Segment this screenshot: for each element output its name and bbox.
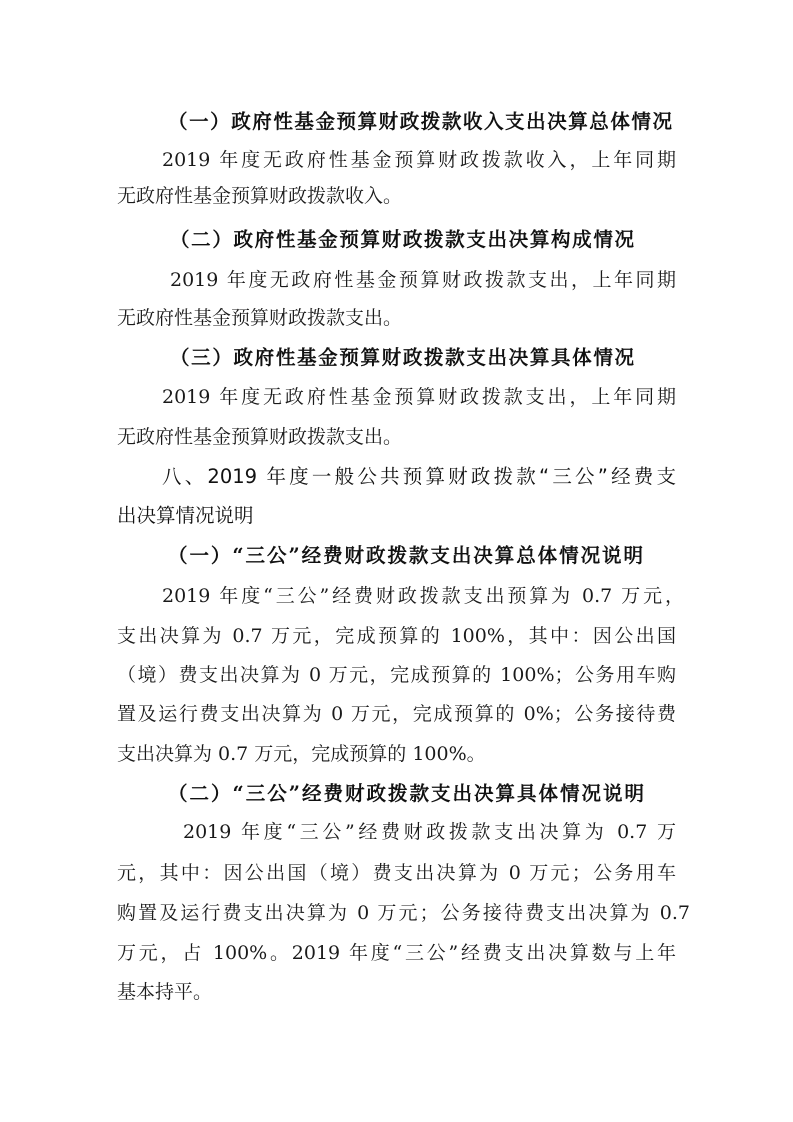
body-line: 支出决算为 0.7 万元，完成预算的 100%，其中：因公出国 <box>117 625 676 647</box>
body-line: 元，其中：因公出国（境）费支出决算为 0 万元；公务用车 <box>117 862 676 884</box>
heading-three-public-details: （二）“三公”经费财政拨款支出决算具体情况说明 <box>168 782 644 805</box>
heading-three-public-overview: （一）“三公”经费财政拨款支出决算总体情况说明 <box>168 544 643 567</box>
body-line: 2019 年度无政府性基金预算财政拨款支出，上年同期 <box>162 386 676 408</box>
body-line: 支出决算为 0.7 万元，完成预算的 100%。 <box>117 743 486 765</box>
body-line: （境）费支出决算为 0 万元，完成预算的 100%；公务用车购 <box>117 664 676 686</box>
heading-gov-fund-overview: （一）政府性基金预算财政拨款收入支出决算总体情况 <box>168 110 672 133</box>
body-line: 无政府性基金预算财政拨款支出。 <box>117 307 403 329</box>
heading-gov-fund-details: （三）政府性基金预算财政拨款支出决算具体情况 <box>170 346 634 369</box>
body-line: 万元，占 100%。2019 年度“三公”经费支出决算数与上年 <box>117 942 676 964</box>
body-line: 2019 年度无政府性基金预算财政拨款支出，上年同期 <box>170 269 676 291</box>
body-line: 2019 年度“三公”经费财政拨款支出预算为 0.7 万元， <box>162 585 684 607</box>
body-line: 无政府性基金预算财政拨款支出。 <box>117 426 403 448</box>
section-heading-three-public-cont: 出决算情况说明 <box>117 504 254 527</box>
section-heading-three-public: 八、2019 年度一般公共预算财政拨款“三公”经费支 <box>162 465 676 488</box>
body-line: 基本持平。 <box>117 981 213 1003</box>
heading-gov-fund-composition: （二）政府性基金预算财政拨款支出决算构成情况 <box>170 228 634 251</box>
body-line: 2019 年度“三公”经费财政拨款支出决算为 0.7 万 <box>183 821 676 843</box>
body-line: 置及运行费支出决算为 0 万元，完成预算的 0%；公务接待费 <box>117 703 676 725</box>
body-line: 2019 年度无政府性基金预算财政拨款收入，上年同期 <box>162 149 676 171</box>
body-line: 购置及运行费支出决算为 0 万元；公务接待费支出决算为 0.7 <box>117 902 690 924</box>
body-line: 无政府性基金预算财政拨款收入。 <box>117 185 403 207</box>
